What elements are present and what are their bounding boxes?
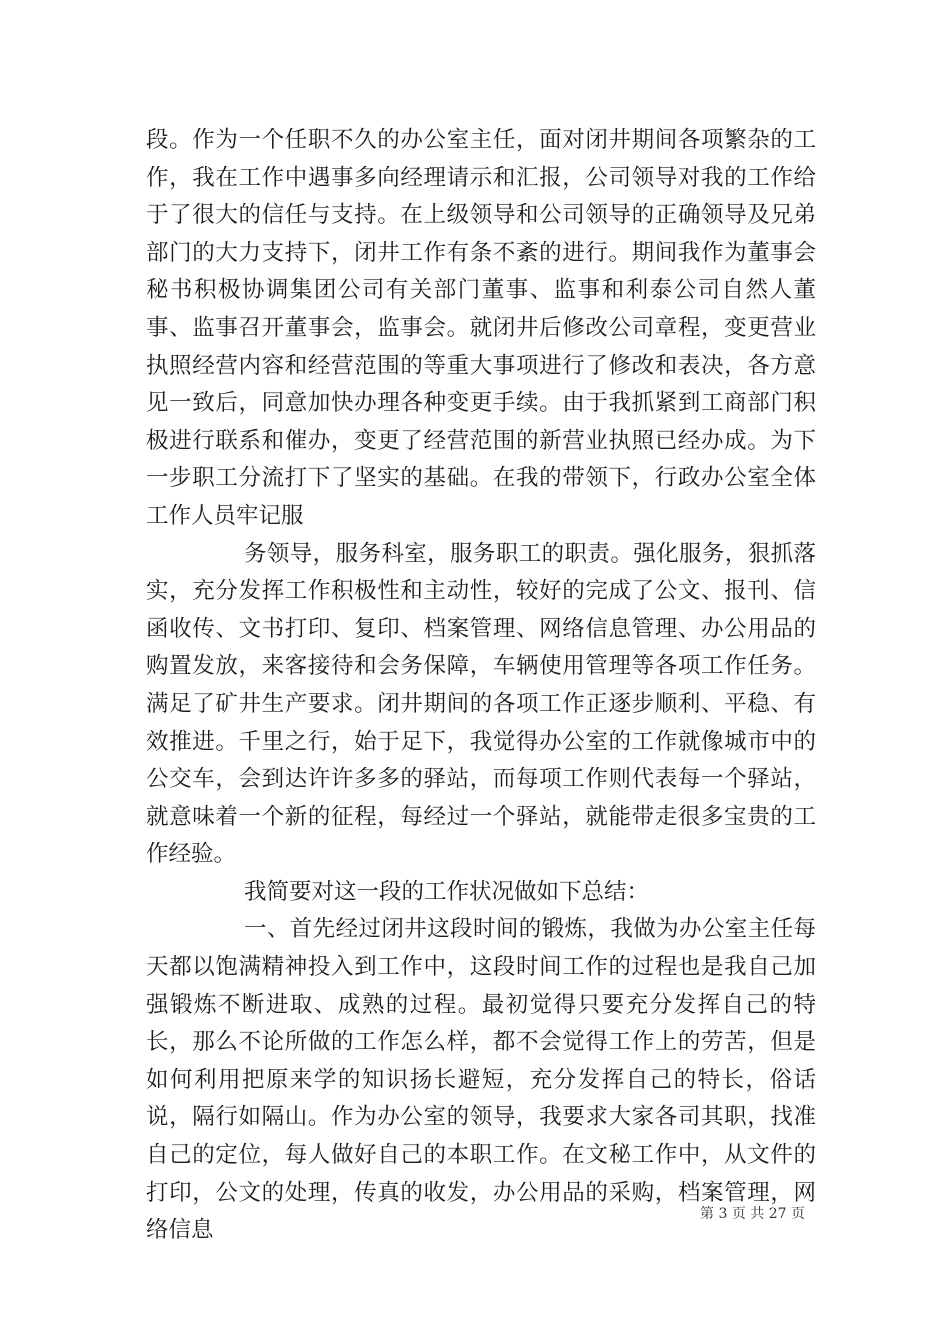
paragraph-4: 一、首先经过闭井这段时间的锻炼，我做为办公室主任每天都以饱满精神投入到工作中，这段时间工作的过程也是我自己加强锻炼不断进取、成熟的过程。最初觉得只要充分发挥自己的特长，那么不论所做的工作怎么样，都不会觉得工作上的劳苦，但是如何利用把原来学的知识扬长避短，充分发挥自己的特长，俗话说，隔行如隔山。作为办公室的领导，我要求大家各司其职，找准自己的定位，每人做好自己的本职工作。在文秘工作中，从文件的打印，公文的处理，传真的收发，办公用品的采购，档案管理，网络信息 [146,916,816,1244]
paragraph-1: 段。作为一个任职不久的办公室主任，面对闭井期间各项繁杂的工作，我在工作中遇事多向经理请示和汇报，公司领导对我的工作给于了很大的信任与支持。在上级领导和公司领导的正确领导及兄弟部门的大力支持下，闭井工作有条不紊的进行。期间我作为董事会秘书积极协调集团公司有关部门董事、监事和利泰公司自然人董事、监事召开董事会，监事会。就闭井后修改公司章程，变更营业执照经营内容和经营范围的等重大事项进行了修改和表决，各方意见一致后，同意加快办理各种变更手续。由于我抓紧到工商部门积极进行联系和催办，变更了经营范围的新营业执照已经办成。为下一步职工分流打下了坚实的基础。在我的带领下，行政办公室全体工作人员牢记服 [146,127,816,529]
paragraph-3: 我简要对这一段的工作状况做如下总结： [244,878,650,905]
paragraph-2: 务领导，服务科室，服务职工的职责。强化服务，狠抓落实，充分发挥工作积极性和主动性，较好的完成了公文、报刊、信函收传、文书打印、复印、档案管理、网络信息管理、办公用品的购置发放，来客接待和会务保障，车辆使用管理等各项工作任务。满足了矿井生产要求。闭井期间的各项工作正逐步顺利、平稳、有效推进。千里之行，始于足下，我觉得办公室的工作就像城市中的公交车，会到达许许多多的驿站，而每项工作则代表每一个驿站，就意味着一个新的征程，每经过一个驿站，就能带走很多宝贵的工作经验。 [146,540,816,868]
page-number-footer: 第 3 页 共 27 页 [700,1206,805,1222]
body-text [146,122,816,1250]
